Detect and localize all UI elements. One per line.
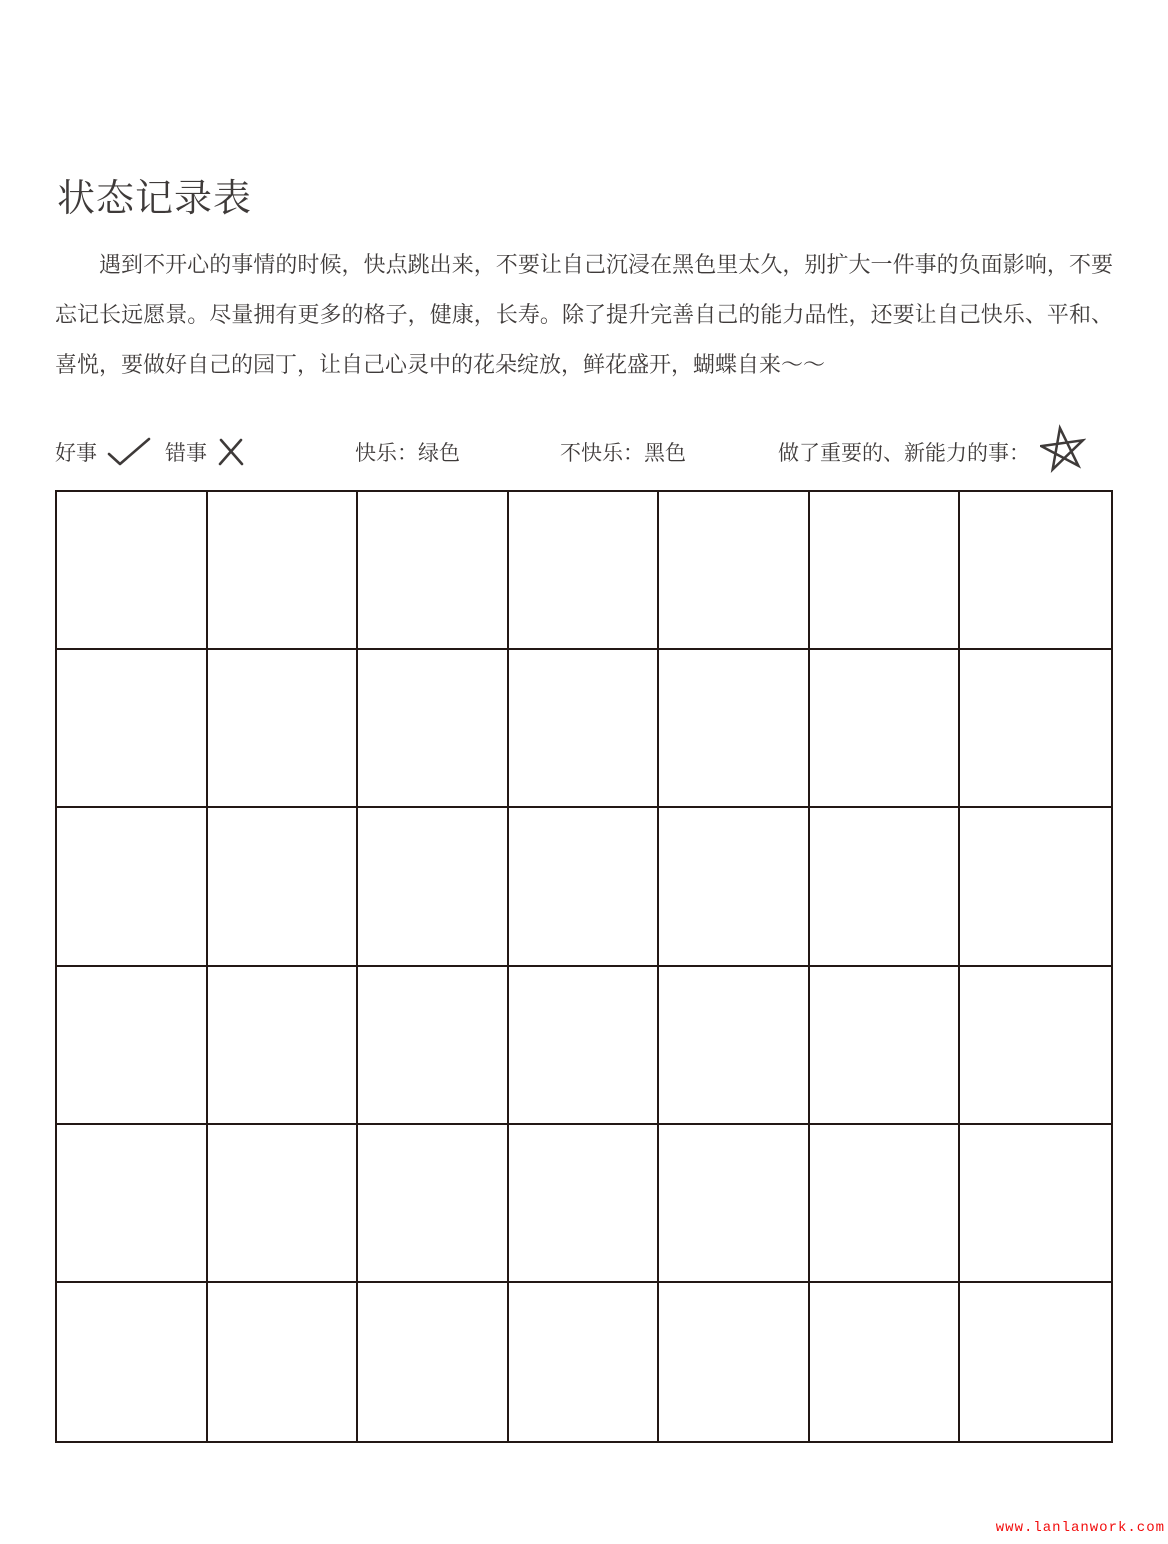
- grid-cell: [57, 1283, 208, 1441]
- legend-wrong-label: 错事: [165, 442, 207, 465]
- grid-cell: [358, 1125, 509, 1283]
- grid-cell: [509, 1283, 660, 1441]
- grid-cell: [57, 967, 208, 1125]
- grid-cell: [659, 808, 810, 966]
- grid-cell: [208, 808, 359, 966]
- legend-important-label: 做了重要的、新能力的事：: [778, 442, 1030, 465]
- grid-cell: [810, 492, 961, 650]
- legend-row: [55, 424, 1113, 480]
- legend-item-happy: [355, 424, 460, 480]
- grid-cell: [659, 1283, 810, 1441]
- grid-cell: [358, 967, 509, 1125]
- x-icon: [217, 437, 245, 467]
- grid-cell: [810, 808, 961, 966]
- grid-cell: [208, 967, 359, 1125]
- legend-item-important: [778, 424, 1086, 480]
- grid-cell: [960, 1125, 1111, 1283]
- grid-cell: [208, 492, 359, 650]
- grid-cell: [960, 808, 1111, 966]
- grid-cell: [810, 1283, 961, 1441]
- grid-cell: [509, 650, 660, 808]
- check-icon: [107, 437, 151, 467]
- grid-cell: [960, 1283, 1111, 1441]
- page-title: 状态记录表: [57, 178, 253, 220]
- grid-cell: [509, 808, 660, 966]
- grid-cell: [659, 1125, 810, 1283]
- grid-cell: [57, 1125, 208, 1283]
- legend-unhappy-label: 不快乐：黑色: [560, 442, 686, 465]
- grid-cell: [358, 492, 509, 650]
- legend-item-wrong: [165, 424, 245, 480]
- grid-cell: [358, 1283, 509, 1441]
- grid-cell: [810, 967, 961, 1125]
- grid-cell: [358, 808, 509, 966]
- grid-cell: [509, 492, 660, 650]
- grid-cell: [208, 1283, 359, 1441]
- grid-cell: [57, 492, 208, 650]
- record-grid: [55, 490, 1113, 1443]
- legend-item-good: [55, 424, 151, 480]
- intro-paragraph: 遇到不开心的事情的时候，快点跳出来，不要让自己沉浸在黑色里太久，别扩大一件事的负面影响，不要忘记长远愿景。尽量拥有更多的格子，健康，长寿。除了提升完善自己的能力品性，还要让自己快乐、平和、喜悦，要做好自己的园丁，让自己心灵中的花朵绽放，鲜花盛开，蝴蝶自来～～: [55, 252, 1113, 377]
- grid-cell: [509, 967, 660, 1125]
- watermark-text: www.lanlanwork.com: [995, 1520, 1165, 1536]
- grid-cell: [208, 650, 359, 808]
- legend-item-unhappy: [560, 424, 686, 480]
- grid-cell: [509, 1125, 660, 1283]
- grid-cell: [960, 492, 1111, 650]
- grid-cell: [57, 650, 208, 808]
- grid-cell: [659, 967, 810, 1125]
- grid-cell: [358, 650, 509, 808]
- star-icon: [1040, 423, 1086, 475]
- grid-cell: [960, 967, 1111, 1125]
- grid-cell: [208, 1125, 359, 1283]
- grid-cell: [659, 492, 810, 650]
- grid-cell: [57, 808, 208, 966]
- legend-happy-label: 快乐：绿色: [355, 442, 460, 465]
- legend-good-label: 好事: [55, 442, 97, 465]
- grid-cell: [810, 650, 961, 808]
- grid-cell: [810, 1125, 961, 1283]
- grid-cell: [659, 650, 810, 808]
- grid-cell: [960, 650, 1111, 808]
